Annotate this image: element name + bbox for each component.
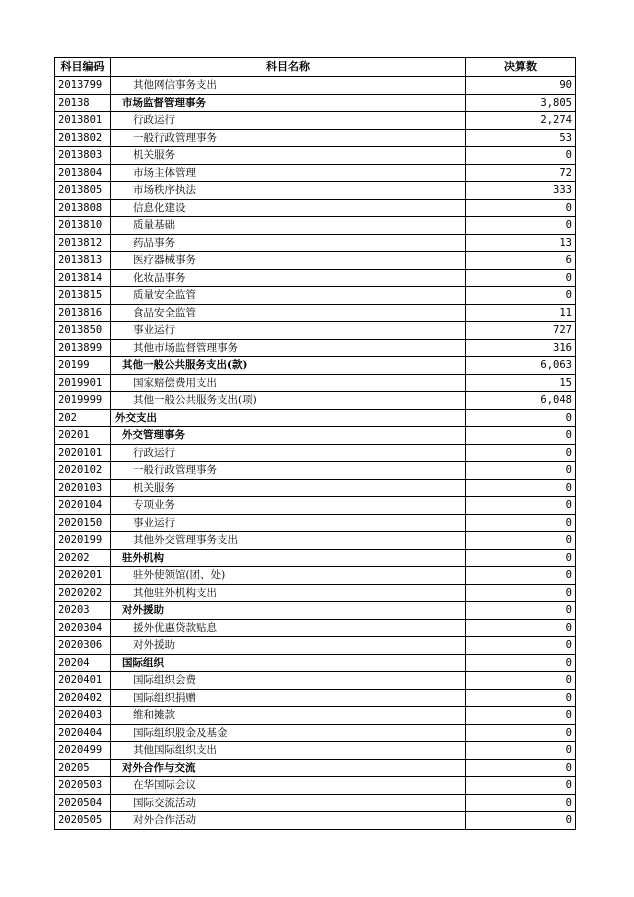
code-cell: 2013812	[55, 234, 111, 252]
table-row	[55, 602, 576, 620]
name-cell: 一般行政管理事务	[111, 129, 466, 147]
table-row	[55, 94, 576, 112]
code-cell: 2013815	[55, 287, 111, 305]
name-cell: 其他一般公共服务支出(项)	[111, 392, 466, 410]
value-cell: 53	[466, 129, 576, 147]
code-cell: 2013850	[55, 322, 111, 340]
value-cell: 0	[466, 217, 576, 235]
code-cell: 2013808	[55, 199, 111, 217]
name-cell: 事业运行	[111, 322, 466, 340]
header-code: 科目编码	[55, 58, 111, 77]
budget-table	[54, 57, 576, 830]
table-row	[55, 619, 576, 637]
value-cell: 0	[466, 514, 576, 532]
code-cell: 20199	[55, 357, 111, 375]
code-cell: 2020306	[55, 637, 111, 655]
table-row	[55, 287, 576, 305]
value-cell: 0	[466, 287, 576, 305]
value-cell: 0	[466, 689, 576, 707]
name-cell: 国际组织会费	[111, 672, 466, 690]
code-cell: 20202	[55, 549, 111, 567]
name-cell: 国家赔偿费用支出	[111, 374, 466, 392]
value-cell: 6	[466, 252, 576, 270]
value-cell: 2,274	[466, 112, 576, 130]
name-cell: 其他市场监督管理事务	[111, 339, 466, 357]
name-cell: 对外援助	[111, 602, 466, 620]
table-row	[55, 707, 576, 725]
name-cell: 化妆品事务	[111, 269, 466, 287]
table-row	[55, 269, 576, 287]
code-cell: 2019901	[55, 374, 111, 392]
value-cell: 0	[466, 567, 576, 585]
table-row	[55, 497, 576, 515]
name-cell: 其他网信事务支出	[111, 77, 466, 95]
table-row	[55, 672, 576, 690]
table-row	[55, 339, 576, 357]
value-cell: 6,063	[466, 357, 576, 375]
value-cell: 0	[466, 444, 576, 462]
code-cell: 2019999	[55, 392, 111, 410]
name-cell: 国际交流活动	[111, 794, 466, 812]
code-cell: 2020201	[55, 567, 111, 585]
table-row	[55, 514, 576, 532]
name-cell: 国际组织捐赠	[111, 689, 466, 707]
code-cell: 2020503	[55, 777, 111, 795]
value-cell: 90	[466, 77, 576, 95]
value-cell: 0	[466, 654, 576, 672]
code-cell: 2013813	[55, 252, 111, 270]
name-cell: 驻外使领馆(团、处)	[111, 567, 466, 585]
table-row	[55, 689, 576, 707]
code-cell: 2020504	[55, 794, 111, 812]
code-cell: 2020202	[55, 584, 111, 602]
code-cell: 20204	[55, 654, 111, 672]
table-row	[55, 742, 576, 760]
code-cell: 20205	[55, 759, 111, 777]
table-row	[55, 234, 576, 252]
name-cell: 食品安全监管	[111, 304, 466, 322]
table-row	[55, 217, 576, 235]
name-cell: 专项业务	[111, 497, 466, 515]
table-row	[55, 199, 576, 217]
table-row	[55, 129, 576, 147]
name-cell: 机关服务	[111, 479, 466, 497]
code-cell: 2020199	[55, 532, 111, 550]
value-cell: 0	[466, 672, 576, 690]
value-cell: 0	[466, 794, 576, 812]
value-cell: 0	[466, 584, 576, 602]
code-cell: 2020402	[55, 689, 111, 707]
name-cell: 行政运行	[111, 444, 466, 462]
name-cell: 医疗器械事务	[111, 252, 466, 270]
table-row	[55, 462, 576, 480]
code-cell: 2013804	[55, 164, 111, 182]
name-cell: 事业运行	[111, 514, 466, 532]
table-row	[55, 567, 576, 585]
name-cell: 对外援助	[111, 637, 466, 655]
name-cell: 援外优惠贷款贴息	[111, 619, 466, 637]
value-cell: 0	[466, 549, 576, 567]
name-cell: 市场秩序执法	[111, 182, 466, 200]
name-cell: 其他国际组织支出	[111, 742, 466, 760]
table-row	[55, 112, 576, 130]
table-row	[55, 759, 576, 777]
value-cell: 0	[466, 147, 576, 165]
name-cell: 对外合作活动	[111, 812, 466, 830]
code-cell: 2013799	[55, 77, 111, 95]
code-cell: 2013805	[55, 182, 111, 200]
table-row	[55, 549, 576, 567]
code-cell: 2020404	[55, 724, 111, 742]
table-row	[55, 409, 576, 427]
table-row	[55, 182, 576, 200]
code-cell: 2020401	[55, 672, 111, 690]
name-cell: 外交管理事务	[111, 427, 466, 445]
code-cell: 2020102	[55, 462, 111, 480]
code-cell: 2013816	[55, 304, 111, 322]
code-cell: 2013801	[55, 112, 111, 130]
value-cell: 316	[466, 339, 576, 357]
table-row	[55, 374, 576, 392]
name-cell: 对外合作与交流	[111, 759, 466, 777]
table-row	[55, 444, 576, 462]
table-row	[55, 252, 576, 270]
table-row	[55, 147, 576, 165]
name-cell: 国际组织	[111, 654, 466, 672]
name-cell: 外交支出	[111, 409, 466, 427]
code-cell: 2020104	[55, 497, 111, 515]
code-cell: 2013899	[55, 339, 111, 357]
value-cell: 0	[466, 269, 576, 287]
table-row	[55, 584, 576, 602]
table-row	[55, 724, 576, 742]
header-value: 决算数	[466, 58, 576, 77]
value-cell: 3,805	[466, 94, 576, 112]
table-row	[55, 812, 576, 830]
code-cell: 2020103	[55, 479, 111, 497]
name-cell: 机关服务	[111, 147, 466, 165]
table-row	[55, 77, 576, 95]
code-cell: 2020101	[55, 444, 111, 462]
name-cell: 其他驻外机构支出	[111, 584, 466, 602]
name-cell: 市场主体管理	[111, 164, 466, 182]
code-cell: 2020403	[55, 707, 111, 725]
value-cell: 72	[466, 164, 576, 182]
value-cell: 6,048	[466, 392, 576, 410]
code-cell: 2013802	[55, 129, 111, 147]
table-row	[55, 654, 576, 672]
value-cell: 0	[466, 199, 576, 217]
code-cell: 20201	[55, 427, 111, 445]
header-row	[55, 58, 576, 77]
value-cell: 0	[466, 409, 576, 427]
table-row	[55, 304, 576, 322]
value-cell: 0	[466, 462, 576, 480]
value-cell: 0	[466, 637, 576, 655]
table-row	[55, 164, 576, 182]
value-cell: 0	[466, 812, 576, 830]
name-cell: 质量安全监管	[111, 287, 466, 305]
name-cell: 其他外交管理事务支出	[111, 532, 466, 550]
code-cell: 2020505	[55, 812, 111, 830]
table-row	[55, 637, 576, 655]
value-cell: 0	[466, 479, 576, 497]
code-cell: 2013814	[55, 269, 111, 287]
name-cell: 市场监督管理事务	[111, 94, 466, 112]
name-cell: 驻外机构	[111, 549, 466, 567]
value-cell: 11	[466, 304, 576, 322]
code-cell: 20203	[55, 602, 111, 620]
name-cell: 药品事务	[111, 234, 466, 252]
table-row	[55, 794, 576, 812]
header-name: 科目名称	[111, 58, 466, 77]
value-cell: 0	[466, 427, 576, 445]
value-cell: 0	[466, 602, 576, 620]
code-cell: 202	[55, 409, 111, 427]
value-cell: 0	[466, 707, 576, 725]
table-row	[55, 357, 576, 375]
value-cell: 0	[466, 742, 576, 760]
value-cell: 0	[466, 497, 576, 515]
value-cell: 727	[466, 322, 576, 340]
value-cell: 0	[466, 724, 576, 742]
value-cell: 0	[466, 777, 576, 795]
code-cell: 2013803	[55, 147, 111, 165]
table-row	[55, 532, 576, 550]
value-cell: 0	[466, 532, 576, 550]
code-cell: 2020304	[55, 619, 111, 637]
name-cell: 其他一般公共服务支出(款)	[111, 357, 466, 375]
name-cell: 质量基础	[111, 217, 466, 235]
name-cell: 在华国际会议	[111, 777, 466, 795]
value-cell: 333	[466, 182, 576, 200]
code-cell: 20138	[55, 94, 111, 112]
name-cell: 一般行政管理事务	[111, 462, 466, 480]
name-cell: 信息化建设	[111, 199, 466, 217]
table-row	[55, 479, 576, 497]
value-cell: 0	[466, 759, 576, 777]
table-row	[55, 392, 576, 410]
table-row	[55, 777, 576, 795]
name-cell: 行政运行	[111, 112, 466, 130]
value-cell: 15	[466, 374, 576, 392]
value-cell: 0	[466, 619, 576, 637]
name-cell: 维和摊款	[111, 707, 466, 725]
code-cell: 2020150	[55, 514, 111, 532]
code-cell: 2020499	[55, 742, 111, 760]
value-cell: 13	[466, 234, 576, 252]
table-row	[55, 427, 576, 445]
table-row	[55, 322, 576, 340]
name-cell: 国际组织股金及基金	[111, 724, 466, 742]
code-cell: 2013810	[55, 217, 111, 235]
